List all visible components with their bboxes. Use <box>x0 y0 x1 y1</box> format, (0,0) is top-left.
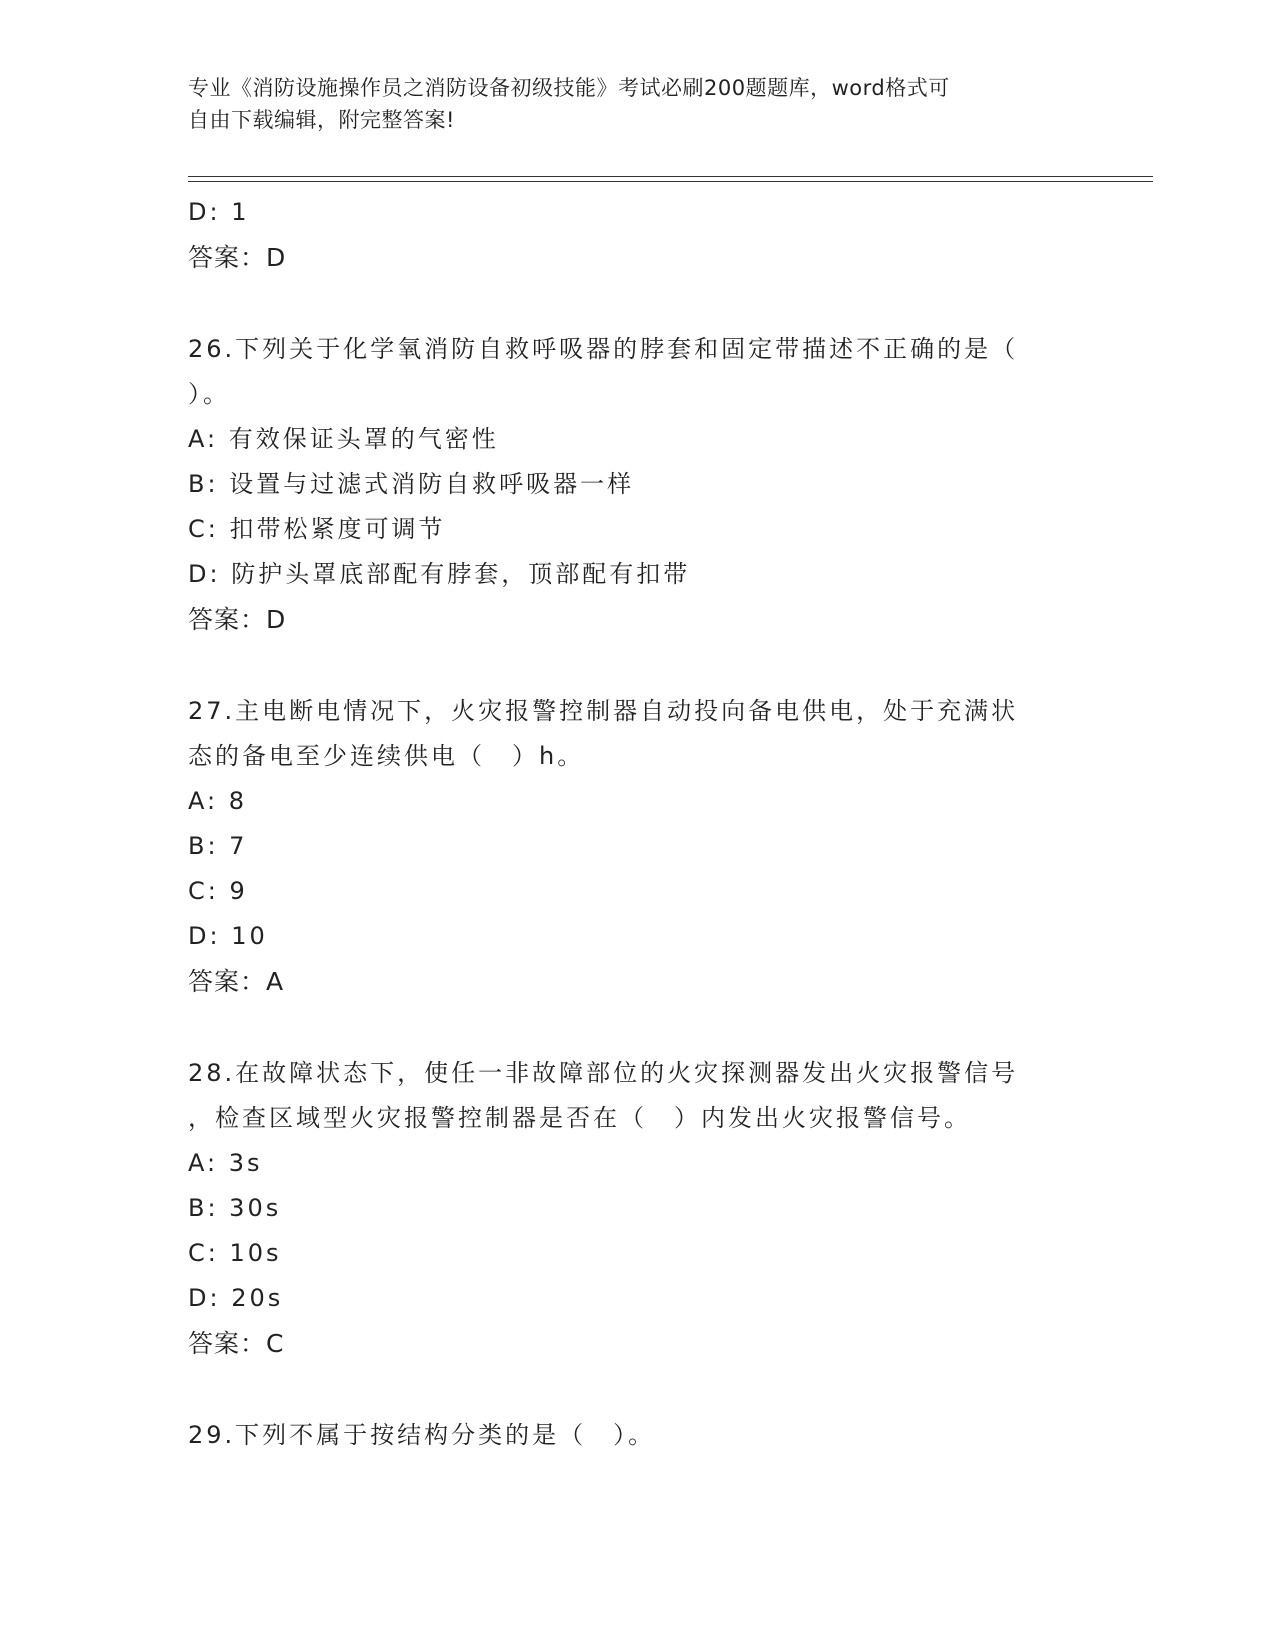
question-content <box>188 190 1068 1458</box>
question-28 <box>188 1051 1068 1367</box>
option-c: C: 扣带松紧度可调节 <box>188 515 446 543</box>
option-c: C: 9 <box>188 877 248 905</box>
option-b: B: 30s <box>188 1194 282 1222</box>
option-b: B: 设置与过滤式消防自救呼吸器一样 <box>188 470 635 498</box>
header-title-line2: 自由下载编辑，附完整答案! <box>188 108 455 132</box>
answer: 答案：A <box>188 967 285 996</box>
answer: 答案：C <box>188 1329 285 1358</box>
question-stem-line2: ）。 <box>188 380 230 408</box>
prev-answer: 答案：D <box>188 243 287 272</box>
document-header <box>188 72 1068 136</box>
header-divider-top <box>188 176 1153 177</box>
question-stem-line1: 27.主电断电情况下，火灾报警控制器自动投向备电供电，处于充满状 <box>188 697 1019 725</box>
question-stem-line2: ，检查区域型火灾报警控制器是否在（ ）内发出火灾报警信号。 <box>188 1104 971 1132</box>
spacer <box>188 643 1068 689</box>
option-a: A: 8 <box>188 787 247 815</box>
question-26 <box>188 327 1068 643</box>
option-d: D: 20s <box>188 1284 284 1312</box>
option-b: B: 7 <box>188 832 248 860</box>
answer: 答案：D <box>188 605 287 634</box>
spacer <box>188 281 1068 327</box>
question-29 <box>188 1413 1068 1458</box>
header-divider-bottom <box>188 181 1153 182</box>
option-a: A: 3s <box>188 1149 263 1177</box>
spacer <box>188 1005 1068 1051</box>
spacer <box>188 1367 1068 1413</box>
question-stem-line1: 29.下列不属于按结构分类的是（ ）。 <box>188 1421 656 1449</box>
question-stem-line1: 26.下列关于化学氧消防自救呼吸器的脖套和固定带描述不正确的是（ <box>188 335 1019 363</box>
prev-option-d: D: 1 <box>188 198 250 226</box>
question-27 <box>188 689 1068 1005</box>
question-stem-line2: 态的备电至少连续供电（ ）h。 <box>188 742 585 770</box>
option-d: D: 10 <box>188 922 268 950</box>
option-d: D: 防护头罩底部配有脖套，顶部配有扣带 <box>188 560 691 588</box>
option-c: C: 10s <box>188 1239 282 1267</box>
header-title-line1: 专业《消防设施操作员之消防设备初级技能》考试必刷200题题库，word格式可 <box>188 76 950 100</box>
question-stem-line1: 28.在故障状态下，使任一非故障部位的火灾探测器发出火灾报警信号 <box>188 1059 1019 1087</box>
option-a: A: 有效保证头罩的气密性 <box>188 425 499 453</box>
